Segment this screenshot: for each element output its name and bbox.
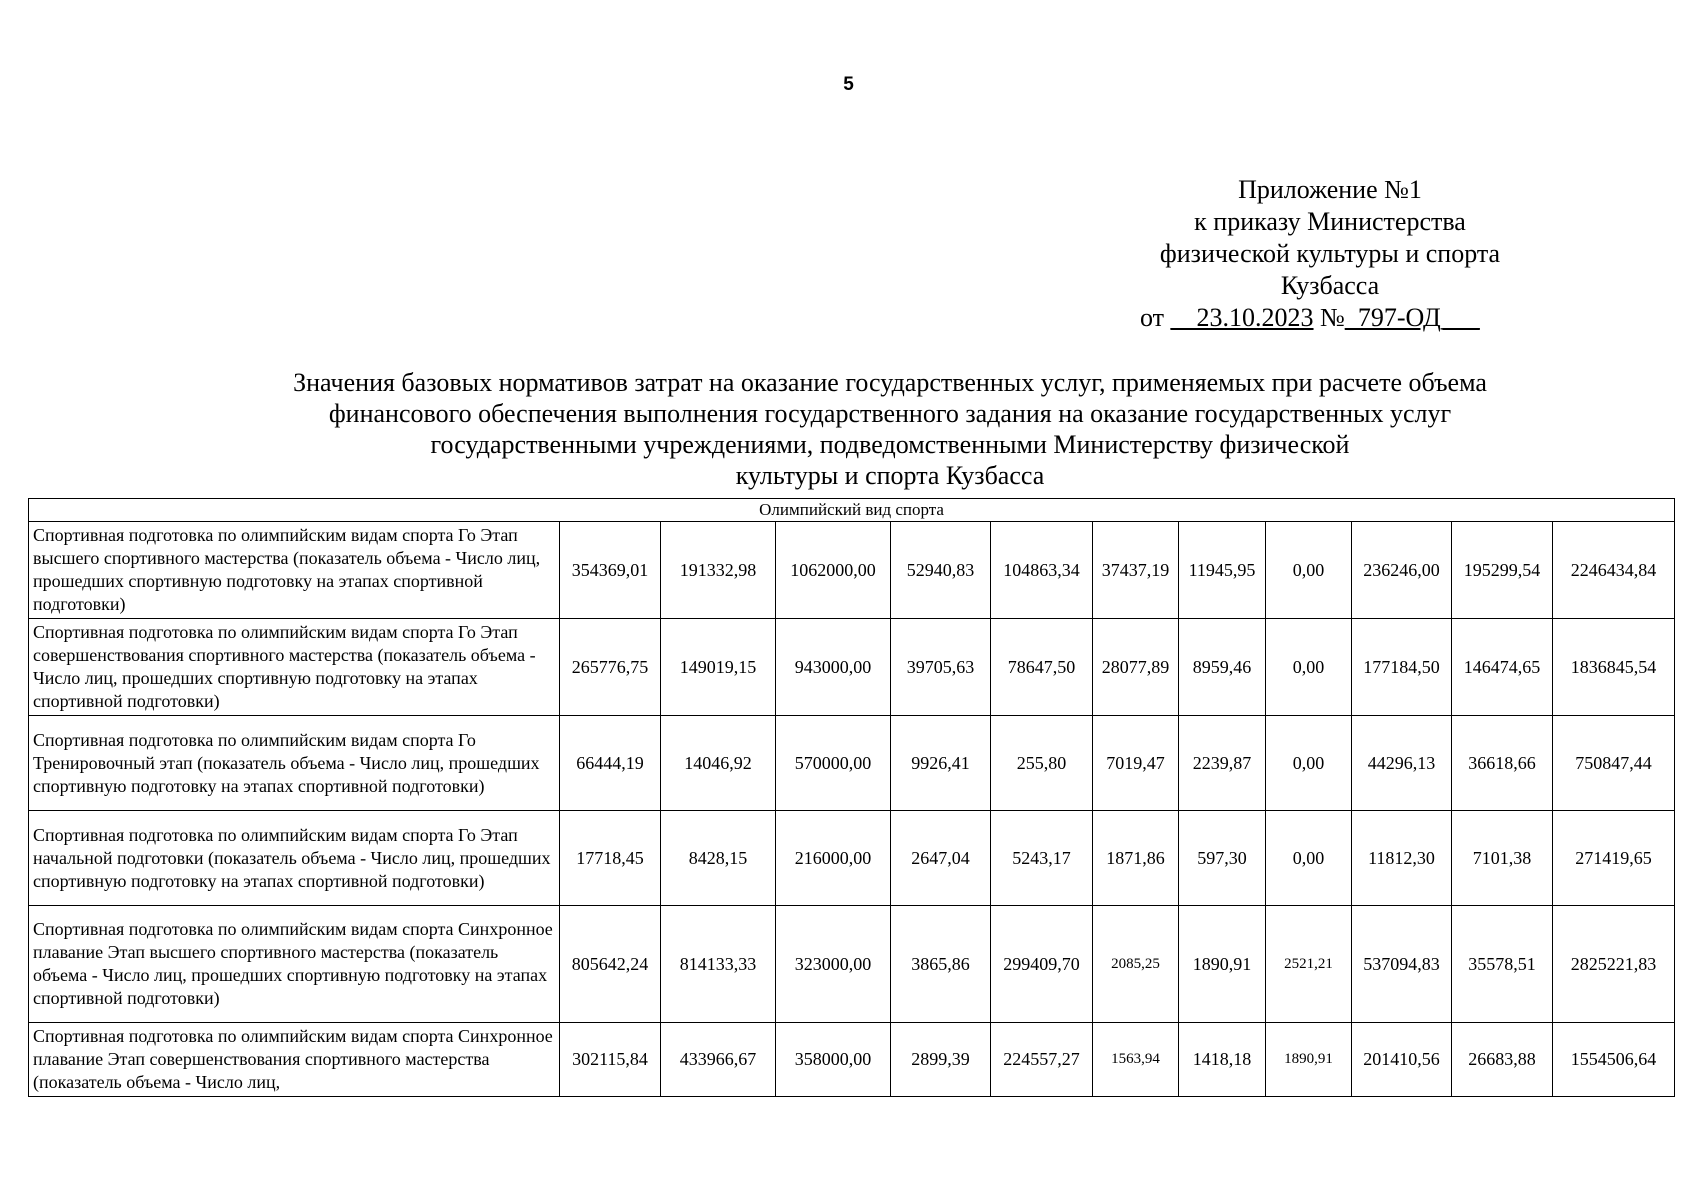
table-row [29,906,1675,1023]
table-cell: 2647,04 [891,811,991,906]
table-cell: 814133,33 [661,906,776,1023]
table-cell: 0,00 [1266,619,1352,716]
table-cell: 358000,00 [776,1023,891,1097]
row-description: Спортивная подготовка по олимпийским видам спорта Го Этап высшего спортивного мастерства (показатель объема - Число лиц, прошедших спортивную подготовку на этапах спортивной подготовки) [29,522,560,619]
table-cell: 1062000,00 [776,522,891,619]
table-cell: 1563,94 [1093,1023,1179,1097]
number-prefix: № [1320,303,1345,332]
section-header-row [29,499,1675,522]
section-header: Олимпийский вид спорта [29,499,1675,522]
row-description: Спортивная подготовка по олимпийским видам спорта Го Тренировочный этап (показатель объема - Число лиц, прошедших спортивную подготовку на этапах спортивной подготовки) [29,716,560,811]
table-cell: 11812,30 [1352,811,1452,906]
order-number: _797-ОД___ [1344,303,1480,332]
table-row [29,619,1675,716]
title-line-1: Значения базовых нормативов затрат на оказание государственных услуг, применяемых при расчете объема [293,368,1487,397]
table-cell: 537094,83 [1352,906,1452,1023]
table-cell: 8959,46 [1179,619,1266,716]
appendix-line-3: физической культуры и спорта [1159,239,1501,268]
table-cell: 597,30 [1179,811,1266,906]
table-cell: 433966,67 [661,1023,776,1097]
table-cell: 7101,38 [1452,811,1553,906]
table-cell: 1554506,64 [1553,1023,1675,1097]
table-cell: 1890,91 [1266,1023,1352,1097]
table-cell: 36618,66 [1452,716,1553,811]
table-cell: 11945,95 [1179,522,1266,619]
table-cell: 805642,24 [560,906,661,1023]
table-cell: 39705,63 [891,619,991,716]
table-cell: 26683,88 [1452,1023,1553,1097]
appendix-line-2: к приказу Министерства [1194,207,1466,236]
date-prefix: от [1140,303,1165,332]
page-number: 5 [843,74,854,95]
table-cell: 28077,89 [1093,619,1179,716]
table-cell: 750847,44 [1553,716,1675,811]
table-cell: 8428,15 [661,811,776,906]
title-line-3: государственными учреждениями, подведомственными Министерству физической [430,430,1350,459]
table-cell: 44296,13 [1352,716,1452,811]
table-cell: 354369,01 [560,522,661,619]
table-cell: 37437,19 [1093,522,1179,619]
table-cell: 9926,41 [891,716,991,811]
table-cell: 35578,51 [1452,906,1553,1023]
table-cell: 78647,50 [991,619,1093,716]
table-cell: 2239,87 [1179,716,1266,811]
table-cell: 299409,70 [991,906,1093,1023]
table-cell: 216000,00 [776,811,891,906]
row-description: Спортивная подготовка по олимпийским видам спорта Синхронное плавание Этап высшего спортивного мастерства (показатель объема - Число лиц, прошедших спортивную подготовку на этапах спортивной подготовки) [29,906,560,1023]
table-cell: 570000,00 [776,716,891,811]
appendix-line-4: Кузбасса [1280,271,1380,300]
table-cell: 265776,75 [560,619,661,716]
table-cell: 191332,98 [661,522,776,619]
table-cell: 3865,86 [891,906,991,1023]
table-cell: 224557,27 [991,1023,1093,1097]
table-row [29,1023,1675,1097]
table-cell: 271419,65 [1553,811,1675,906]
table-cell: 146474,65 [1452,619,1553,716]
row-description: Спортивная подготовка по олимпийским видам спорта Синхронное плавание Этап совершенствования спортивного мастерства (показатель объема - Число лиц, [29,1023,560,1097]
table-cell: 7019,47 [1093,716,1179,811]
table-row [29,522,1675,619]
table-cell: 149019,15 [661,619,776,716]
table-cell: 0,00 [1266,522,1352,619]
document-title [200,367,1580,491]
table-cell: 255,80 [991,716,1093,811]
table-cell: 104863,34 [991,522,1093,619]
table-cell: 2246434,84 [1553,522,1675,619]
table-cell: 17718,45 [560,811,661,906]
table-cell: 2899,39 [891,1023,991,1097]
table-row [29,811,1675,906]
table-cell: 2521,21 [1266,906,1352,1023]
table-cell: 323000,00 [776,906,891,1023]
table-cell: 14046,92 [661,716,776,811]
table-cell: 5243,17 [991,811,1093,906]
order-date-line [1080,302,1580,334]
table-cell: 52940,83 [891,522,991,619]
table-cell: 1890,91 [1179,906,1266,1023]
table-row [29,716,1675,811]
table-cell: 1836845,54 [1553,619,1675,716]
table-cell: 2085,25 [1093,906,1179,1023]
table-cell: 1871,86 [1093,811,1179,906]
table-cell: 177184,50 [1352,619,1452,716]
table-cell: 302115,84 [560,1023,661,1097]
norms-table [28,498,1675,1097]
order-date: __23.10.2023 [1170,303,1314,332]
table-cell: 0,00 [1266,716,1352,811]
table-cell: 66444,19 [560,716,661,811]
table-cell: 201410,56 [1352,1023,1452,1097]
table-cell: 195299,54 [1452,522,1553,619]
title-line-4: культуры и спорта Кузбасса [735,461,1045,490]
appendix-line-1: Приложение №1 [1238,175,1422,204]
table-cell: 2825221,83 [1553,906,1675,1023]
table-cell: 943000,00 [776,619,891,716]
row-description: Спортивная подготовка по олимпийским видам спорта Го Этап начальной подготовки (показатель объема - Число лиц, прошедших спортивную подготовку на этапах спортивной подготовки) [29,811,560,906]
appendix-block [1080,174,1580,334]
row-description: Спортивная подготовка по олимпийским видам спорта Го Этап совершенствования спортивного мастерства (показатель объема - Число лиц, прошедших спортивную подготовку на этапах спортивной подготовки) [29,619,560,716]
title-line-2: финансового обеспечения выполнения государственного задания на оказание государственных услуг [328,399,1452,428]
table-cell: 236246,00 [1352,522,1452,619]
table-cell: 1418,18 [1179,1023,1266,1097]
table-cell: 0,00 [1266,811,1352,906]
